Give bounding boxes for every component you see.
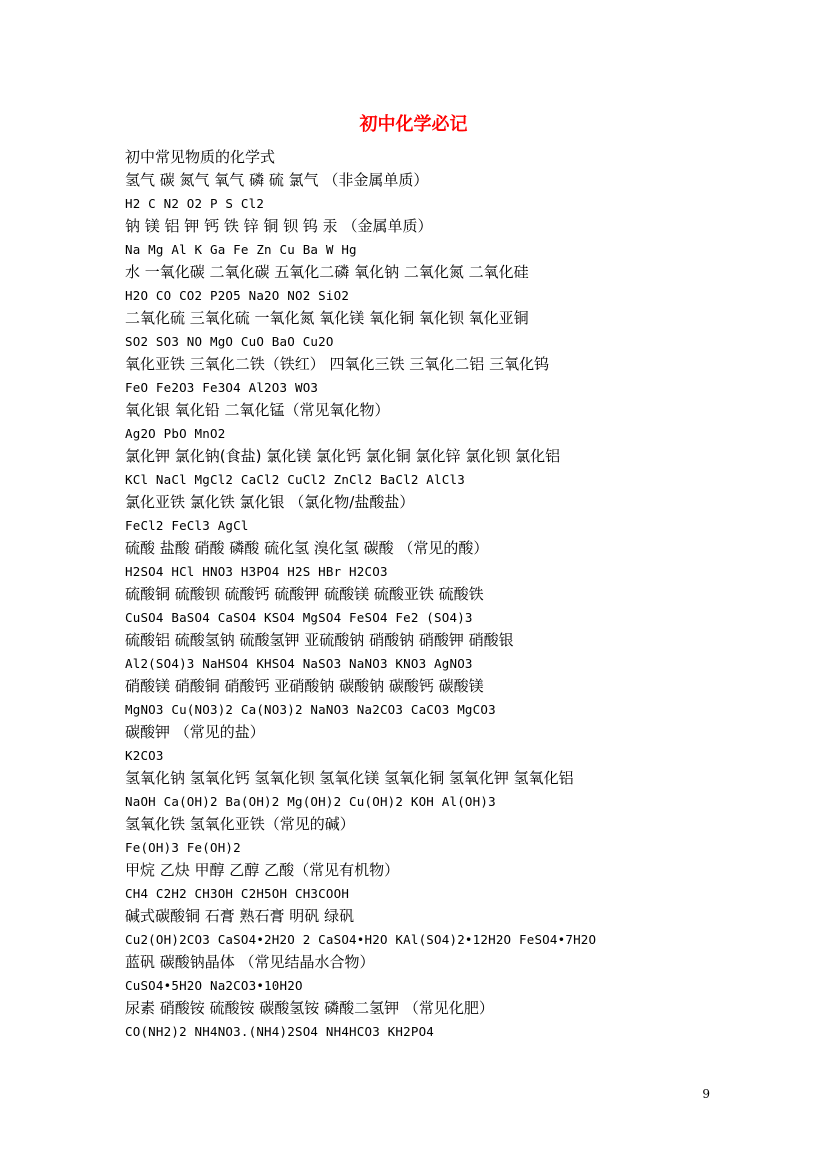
text-line: 钠 镁 铝 钾 钙 铁 锌 铜 钡 钨 汞 （金属单质）: [125, 217, 433, 235]
formula-line: CH4 C2H2 CH3OH C2H5OH CH3COOH: [125, 886, 350, 901]
formula-line: FeCl2 FeCl3 AgCl: [125, 518, 249, 533]
text-line: 氧化银 氧化铅 二氧化锰（常见氧化物）: [125, 401, 390, 419]
formula-line: MgNO3 Cu(NO3)2 Ca(NO3)2 NaNO3 Na2CO3 CaCO3 MgCO3: [125, 702, 496, 717]
text-line: 初中常见物质的化学式: [125, 148, 276, 166]
text-line: 硫酸 盐酸 硝酸 磷酸 硫化氢 溴化氢 碳酸 （常见的酸）: [125, 539, 489, 557]
text-line: 氢氧化铁 氢氧化亚铁（常见的碱）: [125, 815, 355, 833]
formula-line: Ag2O PbO MnO2: [125, 426, 226, 441]
text-line: 碳酸钾 （常见的盐）: [125, 723, 265, 741]
text-line: 氯化钾 氯化钠(食盐) 氯化镁 氯化钙 氯化铜 氯化锌 氯化钡 氯化铝: [125, 447, 561, 465]
formula-line: NaOH Ca(OH)2 Ba(OH)2 Mg(OH)2 Cu(OH)2 KOH Al(OH)3: [125, 794, 496, 809]
formula-line: H2O CO CO2 P2O5 Na2O NO2 SiO2: [125, 288, 350, 303]
page-number: 9: [702, 1087, 710, 1101]
formula-line: K2CO3: [125, 748, 164, 763]
text-line: 蓝矾 碳酸钠晶体 （常见结晶水合物）: [125, 953, 375, 971]
formula-line: CO(NH2)2 NH4NO3.(NH4)2SO4 NH4HCO3 KH2PO4: [125, 1024, 435, 1039]
text-line: 氢氧化钠 氢氧化钙 氢氧化钡 氢氧化镁 氢氧化铜 氢氧化钾 氢氧化铝: [125, 769, 574, 787]
formula-line: Na Mg Al K Ga Fe Zn Cu Ba W Hg: [125, 242, 357, 257]
formula-line: Fe(OH)3 Fe(OH)2: [125, 840, 241, 855]
formula-line: FeO Fe2O3 Fe3O4 Al2O3 WO3: [125, 380, 319, 395]
document-title: 初中化学必记: [359, 114, 468, 135]
formula-line: SO2 SO3 NO MgO CuO BaO Cu2O: [125, 334, 334, 349]
text-line: 尿素 硝酸铵 硫酸铵 碳酸氢铵 磷酸二氢钾 （常见化肥）: [125, 999, 494, 1017]
formula-line: Al2(SO4)3 NaHSO4 KHSO4 NaSO3 NaNO3 KNO3 AgNO3: [125, 656, 473, 671]
document-body: [125, 146, 765, 1043]
formula-line: H2SO4 HCl HNO3 H3PO4 H2S HBr H2CO3: [125, 564, 388, 579]
formula-line: H2 C N2 O2 P S Cl2: [125, 196, 265, 211]
text-line: 硫酸铜 硫酸钡 硫酸钙 硫酸钾 硫酸镁 硫酸亚铁 硫酸铁: [125, 585, 484, 603]
text-line: 氢气 碳 氮气 氧气 磷 硫 氯气 （非金属单质）: [125, 171, 429, 189]
text-line: 甲烷 乙炔 甲醇 乙醇 乙酸（常见有机物）: [125, 861, 400, 879]
text-line: 碱式碳酸铜 石膏 熟石膏 明矾 绿矾: [125, 907, 355, 925]
formula-line: KCl NaCl MgCl2 CaCl2 CuCl2 ZnCl2 BaCl2 AlCl3: [125, 472, 465, 487]
text-line: 水 一氧化碳 二氧化碳 五氧化二磷 氧化钠 二氧化氮 二氧化硅: [125, 263, 529, 281]
text-line: 二氧化硫 三氧化硫 一氧化氮 氧化镁 氧化铜 氧化钡 氧化亚铜: [125, 309, 529, 327]
text-line: 硫酸铝 硫酸氢钠 硫酸氢钾 亚硫酸钠 硝酸钠 硝酸钾 硝酸银: [125, 631, 514, 649]
formula-line: Cu2(OH)2CO3 CaSO4•2H2O 2 CaSO4•H2O KAl(SO4)2•12H2O FeSO4•7H2O: [125, 932, 597, 947]
formula-line: CuSO4•5H2O Na2CO3•10H2O: [125, 978, 303, 993]
formula-line: CuSO4 BaSO4 CaSO4 KSO4 MgSO4 FeSO4 Fe2 (SO4)3: [125, 610, 473, 625]
text-line: 氧化亚铁 三氧化二铁（铁红） 四氧化三铁 三氧化二铝 三氧化钨: [125, 355, 550, 373]
text-line: 氯化亚铁 氯化铁 氯化银 （氯化物/盐酸盐）: [125, 493, 415, 511]
text-line: 硝酸镁 硝酸铜 硝酸钙 亚硝酸钠 碳酸钠 碳酸钙 碳酸镁: [125, 677, 484, 695]
